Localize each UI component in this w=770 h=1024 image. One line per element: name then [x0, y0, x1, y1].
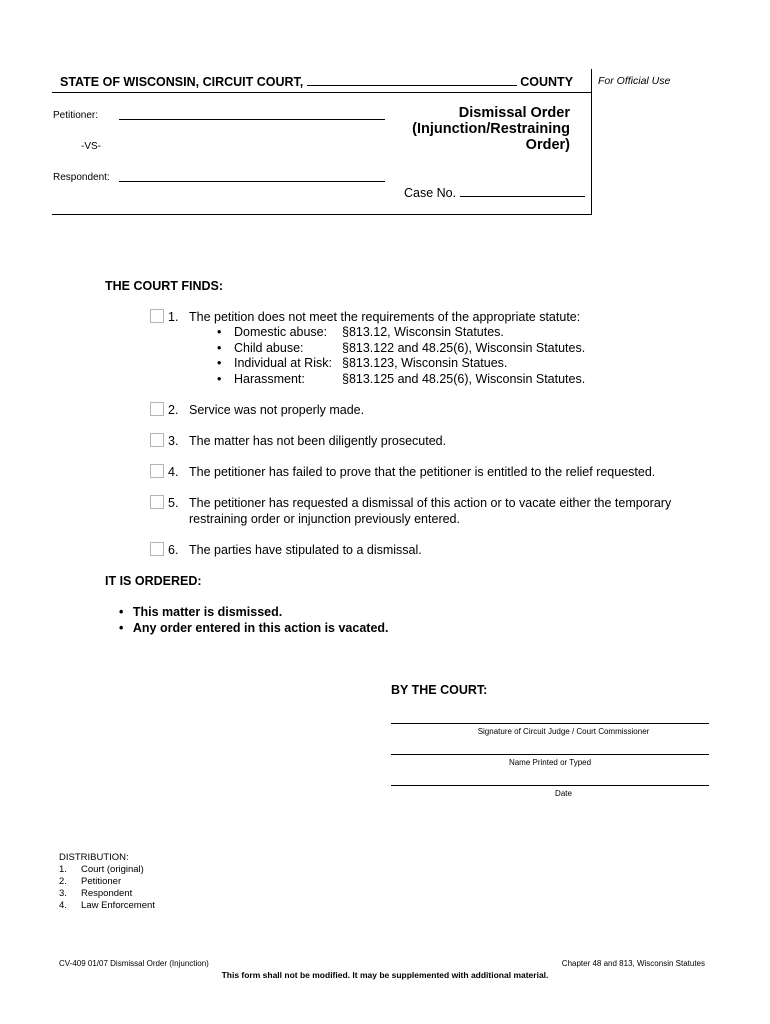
statute-ref: §813.122 and 48.25(6), Wisconsin Statutes.: [342, 341, 586, 355]
distribution-item: 4. Law Enforcement: [59, 900, 155, 911]
judge-signature-caption: Signature of Circuit Judge / Court Commissioner: [477, 727, 650, 736]
order-item-2: [119, 621, 389, 635]
bullet-icon: •: [217, 325, 222, 339]
statute-label: Harassment:: [234, 372, 305, 386]
distribution-item: 2. Petitioner: [59, 876, 122, 887]
finding-1-number: 1.: [168, 310, 179, 324]
finding-1-text: The petition does not meet the requirements of the appropriate statute:: [189, 310, 581, 324]
respondent-field[interactable]: [119, 181, 385, 182]
petitioner-field[interactable]: [119, 119, 385, 120]
finding-2-number: 2.: [168, 403, 179, 417]
footer-notice: This form shall not be modified. It may be supplemented with additional material.: [221, 970, 549, 980]
bullet-icon: •: [217, 356, 222, 370]
finding-2-text: Service was not properly made.: [189, 403, 365, 417]
distribution-heading: DISTRIBUTION:: [59, 852, 129, 863]
order-item-1: [119, 605, 282, 619]
petitioner-label: Petitioner:: [53, 110, 99, 121]
finding-1-checkbox[interactable]: [150, 309, 164, 323]
court-line: [60, 73, 573, 89]
statute-ref: §813.125 and 48.25(6), Wisconsin Statutes.: [342, 372, 586, 386]
finding-4-text: The petitioner has failed to prove that the petitioner is entitled to the relief requested.: [189, 465, 656, 479]
findings-heading: THE COURT FINDS:: [105, 279, 224, 293]
header-top-rule: [52, 92, 591, 93]
statute-label: Individual at Risk:: [234, 356, 332, 370]
by-the-court-heading: BY THE COURT:: [391, 683, 488, 697]
respondent-label: Respondent:: [53, 172, 110, 183]
county-label: COUNTY: [520, 75, 574, 89]
bullet-icon: •: [217, 341, 222, 355]
document-title: Dismissal Order (Injunction/Restraining Order): [412, 105, 570, 153]
finding-6-checkbox[interactable]: [150, 542, 164, 556]
statute-label: Child abuse:: [234, 341, 304, 355]
finding-3-text: The matter has not been diligently prosecuted.: [189, 434, 447, 448]
distribution-list: [59, 864, 155, 912]
statute-ref: §813.123, Wisconsin Statues.: [342, 356, 508, 370]
statute-ref: §813.12, Wisconsin Statutes.: [342, 325, 504, 339]
finding-6-number: 6.: [168, 543, 179, 557]
official-use-label: For Official Use: [598, 75, 671, 87]
bullet-icon: •: [119, 621, 124, 635]
case-number-line: [404, 184, 585, 200]
distribution-item: 3. Respondent: [59, 888, 133, 899]
finding-5-text-continued: restraining order or injunction previously entered.: [189, 512, 460, 526]
finding-5-checkbox[interactable]: [150, 495, 164, 509]
date-field[interactable]: [391, 785, 709, 786]
county-name-field[interactable]: [307, 73, 517, 86]
finding-6-text: The parties have stipulated to a dismissal.: [189, 543, 422, 557]
ordered-heading: IT IS ORDERED:: [105, 574, 202, 588]
bullet-icon: •: [217, 372, 222, 386]
finding-3-checkbox[interactable]: [150, 433, 164, 447]
order-item-text: Any order entered in this action is vacated.: [132, 621, 389, 635]
distribution-item: 1. Court (original): [59, 864, 144, 875]
case-no-label: Case No.: [404, 186, 457, 200]
finding-4-number: 4.: [168, 465, 179, 479]
date-caption: Date: [555, 789, 572, 798]
order-item-text: This matter is dismissed.: [132, 605, 283, 619]
finding-5-number: 5.: [168, 496, 179, 510]
statute-label: Domestic abuse:: [234, 325, 328, 339]
finding-3-number: 3.: [168, 434, 179, 448]
footer-form-id: CV-409 01/07 Dismissal Order (Injunction): [59, 959, 209, 968]
name-printed-field[interactable]: [391, 754, 709, 755]
finding-4-checkbox[interactable]: [150, 464, 164, 478]
case-number-field[interactable]: [460, 184, 585, 197]
bullet-icon: •: [119, 605, 124, 619]
footer-statutes: Chapter 48 and 813, Wisconsin Statutes: [561, 959, 705, 968]
court-prefix: STATE OF WISCONSIN, CIRCUIT COURT,: [60, 75, 304, 89]
vs-label: -VS-: [81, 141, 101, 152]
judge-signature-field[interactable]: [391, 723, 709, 724]
name-printed-caption: Name Printed or Typed: [508, 758, 592, 767]
finding-5-text: The petitioner has requested a dismissal of this action or to vacate either the temporary: [189, 496, 672, 510]
finding-2-checkbox[interactable]: [150, 402, 164, 416]
